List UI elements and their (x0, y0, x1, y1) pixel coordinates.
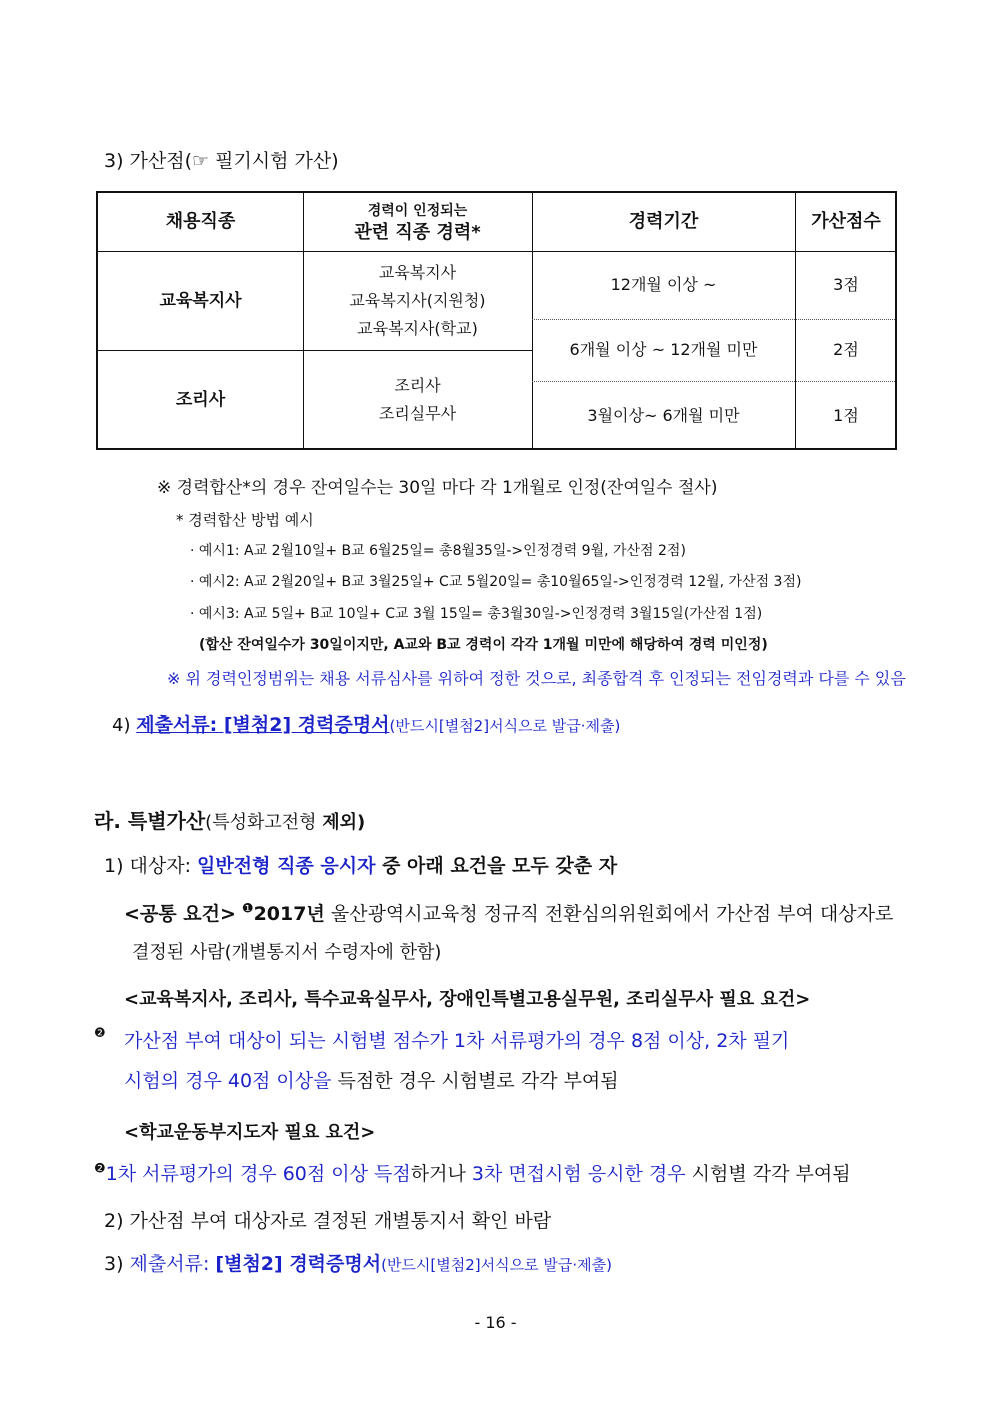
circled-number-2b: ❷ (94, 1161, 106, 1177)
coach-requirement-label: <학교운동부지도자 필요 요건> (124, 1122, 376, 1143)
section-ra-item-2: 2) 가산점 부여 대상자로 결정된 개별통지서 확인 바람 (104, 1210, 552, 1232)
period-cell: 3월이상~ 6개월 미만 (587, 405, 740, 425)
item-4-tail: (반드시[별첨2]서식으로 발급·제출) (389, 717, 621, 735)
example-1: · 예시1: A교 2월10일+ B교 6월25일= 총8월35일->인정경력 9월, 가산점 2점) (190, 543, 686, 559)
section-3-title: 3) 가산점(☞ 필기시험 가산) (104, 150, 339, 172)
item-3-doc: [별첨2] 경력증명서 (215, 1253, 382, 1275)
related-item: 교육복지사(지원청) (349, 290, 486, 310)
coach-blue-2: 3차 면접시험 응시한 경우 (471, 1163, 686, 1185)
note-range: ※ 위 경력인정범위는 채용 서류심사를 위하여 정한 것으로, 최종합격 후 인정되는 전임경력과 다를 수 있음 (167, 669, 906, 688)
common-text: 울산광역시교육청 정규직 전환심의위원회에서 가산점 부여 대상자로 (324, 903, 894, 925)
jobs-requirement-line1: 가산점 부여 대상이 되는 시험별 점수가 1차 서류평가의 경우 8점 이상, 2차 필기 (124, 1030, 790, 1052)
period-cell: 12개월 이상 ~ (610, 275, 717, 294)
points-cell: 3점 (833, 275, 859, 294)
section-ra-paren-bold: 제외) (322, 812, 366, 833)
example-2: · 예시2: A교 2월20일+ B교 3월25일+ C교 5월20일= 총10월65일->인정경력 12월, 가산점 3점) (190, 574, 802, 590)
related-item: 조리사 (394, 376, 441, 395)
header-period: 경력기간 (628, 211, 699, 232)
section-ra-paren: (특성화고전형 (205, 812, 323, 833)
item-1-suffix: 중 아래 요건을 모두 갖춘 자 (375, 855, 618, 877)
job-cell-cook: 조리사 (175, 390, 226, 410)
coach-blue-1: 1차 서류평가의 경우 60점 이상 득점 (105, 1163, 411, 1185)
section-ra-item-1 (104, 851, 617, 878)
item-3-label: 제출서류: (129, 1253, 216, 1275)
header-job: 채용직종 (165, 211, 236, 232)
job-cell-welfare: 교육복지사 (159, 290, 242, 311)
header-related (303, 193, 532, 251)
item-1-target: 일반전형 직종 응시자 (197, 855, 376, 877)
period-cell: 6개월 이상 ~ 12개월 미만 (569, 340, 758, 359)
item-3-number: 3) (104, 1253, 130, 1275)
common-year: 2017년 (253, 903, 325, 925)
bonus-points-table (96, 191, 897, 450)
section-ra-title (94, 805, 365, 834)
header-related-line1: 경력이 인정되는 (367, 203, 468, 219)
coach-requirement (94, 1159, 851, 1186)
points-cell: 1점 (833, 405, 859, 425)
item-4 (112, 710, 620, 737)
circled-number-1: ❶ (241, 901, 254, 917)
example-3: · 예시3: A교 5일+ B교 10일+ C교 3월 15일= 총3월30일->인정경력 3월15일(가산점 1점) (190, 606, 763, 622)
related-item: 교육복지사(학교) (357, 318, 478, 338)
item-4-number: 4) (112, 715, 131, 736)
section-ra-item-3 (104, 1249, 612, 1276)
method-title: * 경력합산 방법 예시 (176, 511, 314, 529)
jobs-line2-tail: 득점한 경우 시험별로 각각 부여됨 (331, 1070, 619, 1092)
coach-mid: 하거나 (410, 1163, 472, 1185)
note-carry-over: ※ 경력합산*의 경우 잔여일수는 30일 마다 각 1개월로 인정(잔여일수 절사) (157, 478, 718, 498)
header-related-line2: 관련 직종 경력* (354, 222, 481, 243)
item-4-label: 제출서류: [별첨2] 경력증명서 (136, 714, 390, 736)
related-item: 조리실무사 (378, 404, 457, 423)
common-requirement-line2: 결정된 사람(개별통지서 수령자에 한함) (132, 942, 442, 963)
jobs-requirement-line2 (124, 1066, 619, 1093)
header-points: 가산점수 (811, 211, 881, 232)
example-3-note: (합산 잔여일수가 30일이지만, A교와 B교 경력이 각각 1개월 미만에 해당하여 경력 미인정) (199, 637, 768, 653)
jobs-requirement-label: <교육복지사, 조리사, 특수교육실무사, 장애인특별고용실무원, 조리실무사 필요 요건> (124, 989, 811, 1010)
item-3-tail: (반드시[별첨2]서식으로 발급·제출) (381, 1256, 612, 1274)
common-label: <공통 요건> (124, 903, 236, 925)
jobs-line2-blue: 시험의 경우 40점 이상을 (124, 1070, 332, 1092)
page-number: - 16 - (474, 1313, 517, 1332)
circled-number-2: ❷ (94, 1026, 106, 1041)
related-welfare (303, 251, 532, 350)
related-item: 교육복지사 (378, 262, 457, 282)
item-1-prefix: 1) 대상자: (104, 855, 198, 877)
section-ra-heading: 라. 특별가산 (94, 809, 206, 833)
related-cook (303, 350, 532, 450)
coach-tail: 시험별 각각 부여됨 (685, 1163, 851, 1185)
points-cell: 2점 (833, 340, 859, 359)
common-requirement (124, 899, 893, 926)
